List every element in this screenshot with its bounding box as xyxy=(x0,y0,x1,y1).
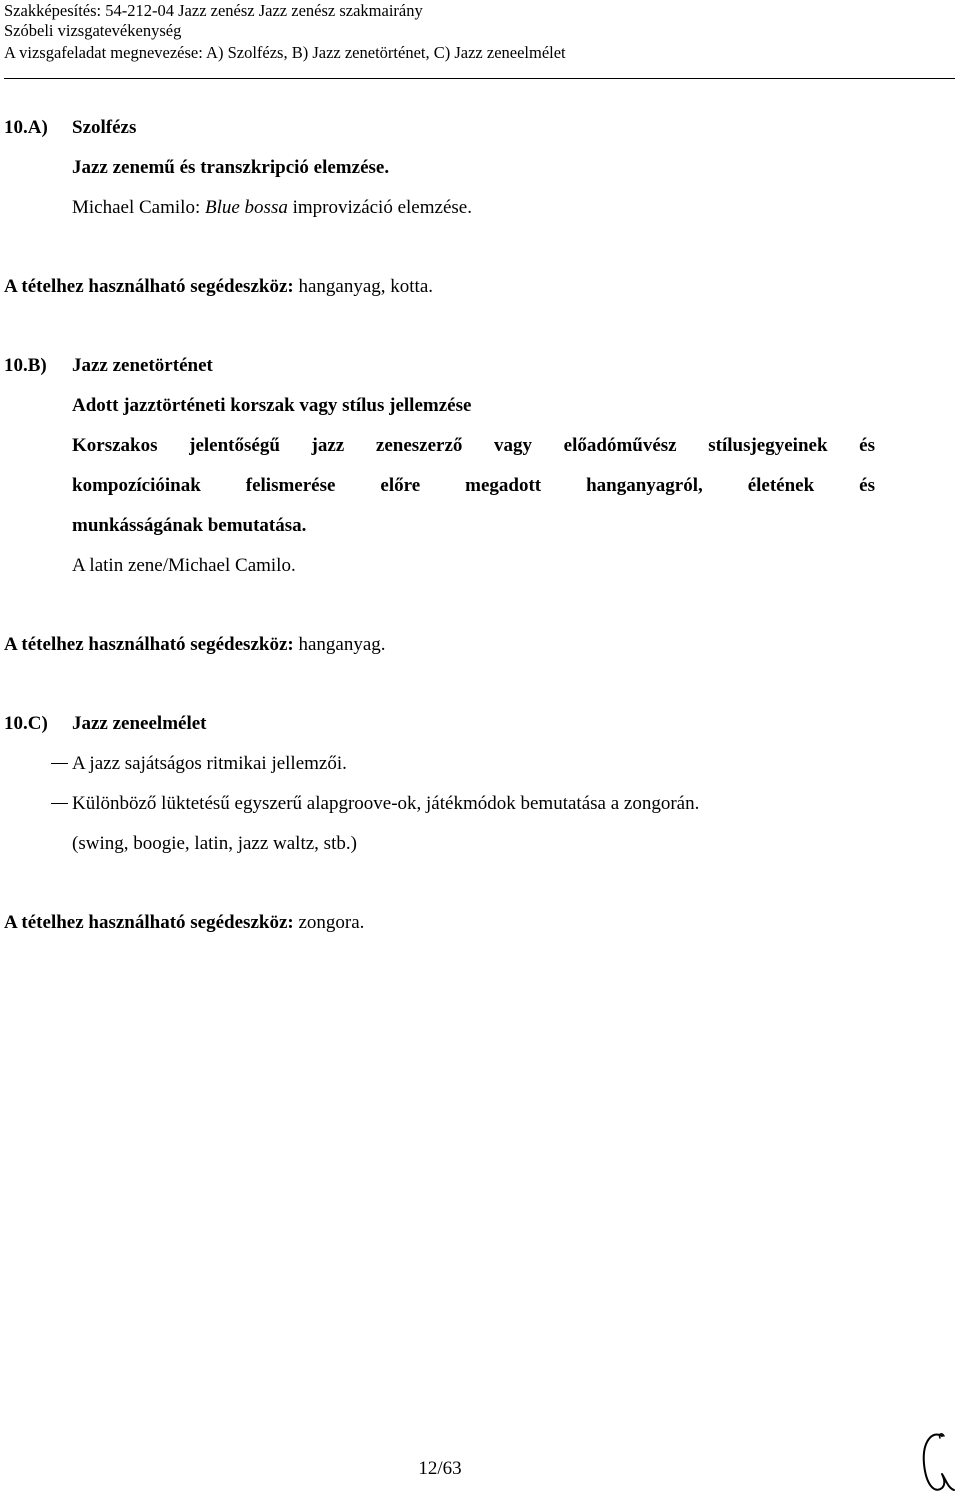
section-a-line-italic: Blue bossa xyxy=(204,197,288,218)
section-c-item-text: A jazz sajátságos ritmikai jellemzői. xyxy=(72,753,347,774)
section-b-tools-label: A tételhez használható segédeszköz: xyxy=(4,634,294,655)
section-b-topic: A latin zene/Michael Camilo. xyxy=(72,555,296,576)
dash-bullet-icon xyxy=(51,803,68,804)
section-a-number: 10.A) xyxy=(4,117,48,138)
section-a-title: Szolfézs xyxy=(72,117,137,138)
section-c-list-item xyxy=(51,753,347,775)
section-c-item-text: Különböző lüktetésű egyszerű alapgroove-ok, játékmódok bemutatása a zongorán. xyxy=(72,793,700,814)
section-c-tools xyxy=(4,912,364,934)
header-qualification: Szakképesítés: 54-212-04 Jazz zenész Jazz zenész szakmairány xyxy=(4,1,423,20)
header-task-name: A vizsgafeladat megnevezése: A) Szolfézs, B) Jazz zenetörténet, C) Jazz zeneelmélet xyxy=(4,43,566,62)
section-a-line-suffix: improvizáció elemzése. xyxy=(287,197,472,218)
section-a-subtitle: Jazz zenemű és transzkripció elemzése. xyxy=(72,157,390,178)
section-a-tools-value: hanganyag, kotta. xyxy=(293,276,434,297)
section-c-tools-label: A tételhez használható segédeszköz: xyxy=(4,912,294,933)
section-c-number: 10.C) xyxy=(4,713,48,734)
section-c-tools-value: zongora. xyxy=(293,912,365,933)
section-c-title: Jazz zeneelmélet xyxy=(72,713,207,734)
section-a-analysis-line xyxy=(72,197,472,219)
page-number: 12/63 xyxy=(418,1458,462,1479)
section-a-tools xyxy=(4,276,433,298)
section-b-paragraph-line3: munkásságának bemutatása. xyxy=(72,515,307,536)
section-c-list-item xyxy=(51,793,699,815)
section-c-note: (swing, boogie, latin, jazz waltz, stb.) xyxy=(72,833,357,854)
section-b-title: Jazz zenetörténet xyxy=(72,355,213,376)
section-a-tools-label: A tételhez használható segédeszköz: xyxy=(4,276,294,297)
header-exam-activity: Szóbeli vizsgatevékenység xyxy=(4,21,182,40)
section-b-line1: Adott jazztörténeti korszak vagy stílus jellemzése xyxy=(72,395,472,416)
section-a-line-prefix: Michael Camilo: xyxy=(72,197,205,218)
section-b-paragraph-line2: kompozícióinak felismerése előre megadott hanganyagról, életének és xyxy=(72,475,875,496)
section-b-number: 10.B) xyxy=(4,355,47,376)
section-b-paragraph-line1: Korszakos jelentőségű jazz zeneszerző vagy előadóművész stílusjegyeinek és xyxy=(72,435,875,456)
section-b-tools xyxy=(4,634,386,656)
section-b-tools-value: hanganyag. xyxy=(293,634,386,655)
header-divider xyxy=(4,78,955,79)
signature-mark xyxy=(918,1428,958,1500)
dash-bullet-icon xyxy=(51,763,68,764)
